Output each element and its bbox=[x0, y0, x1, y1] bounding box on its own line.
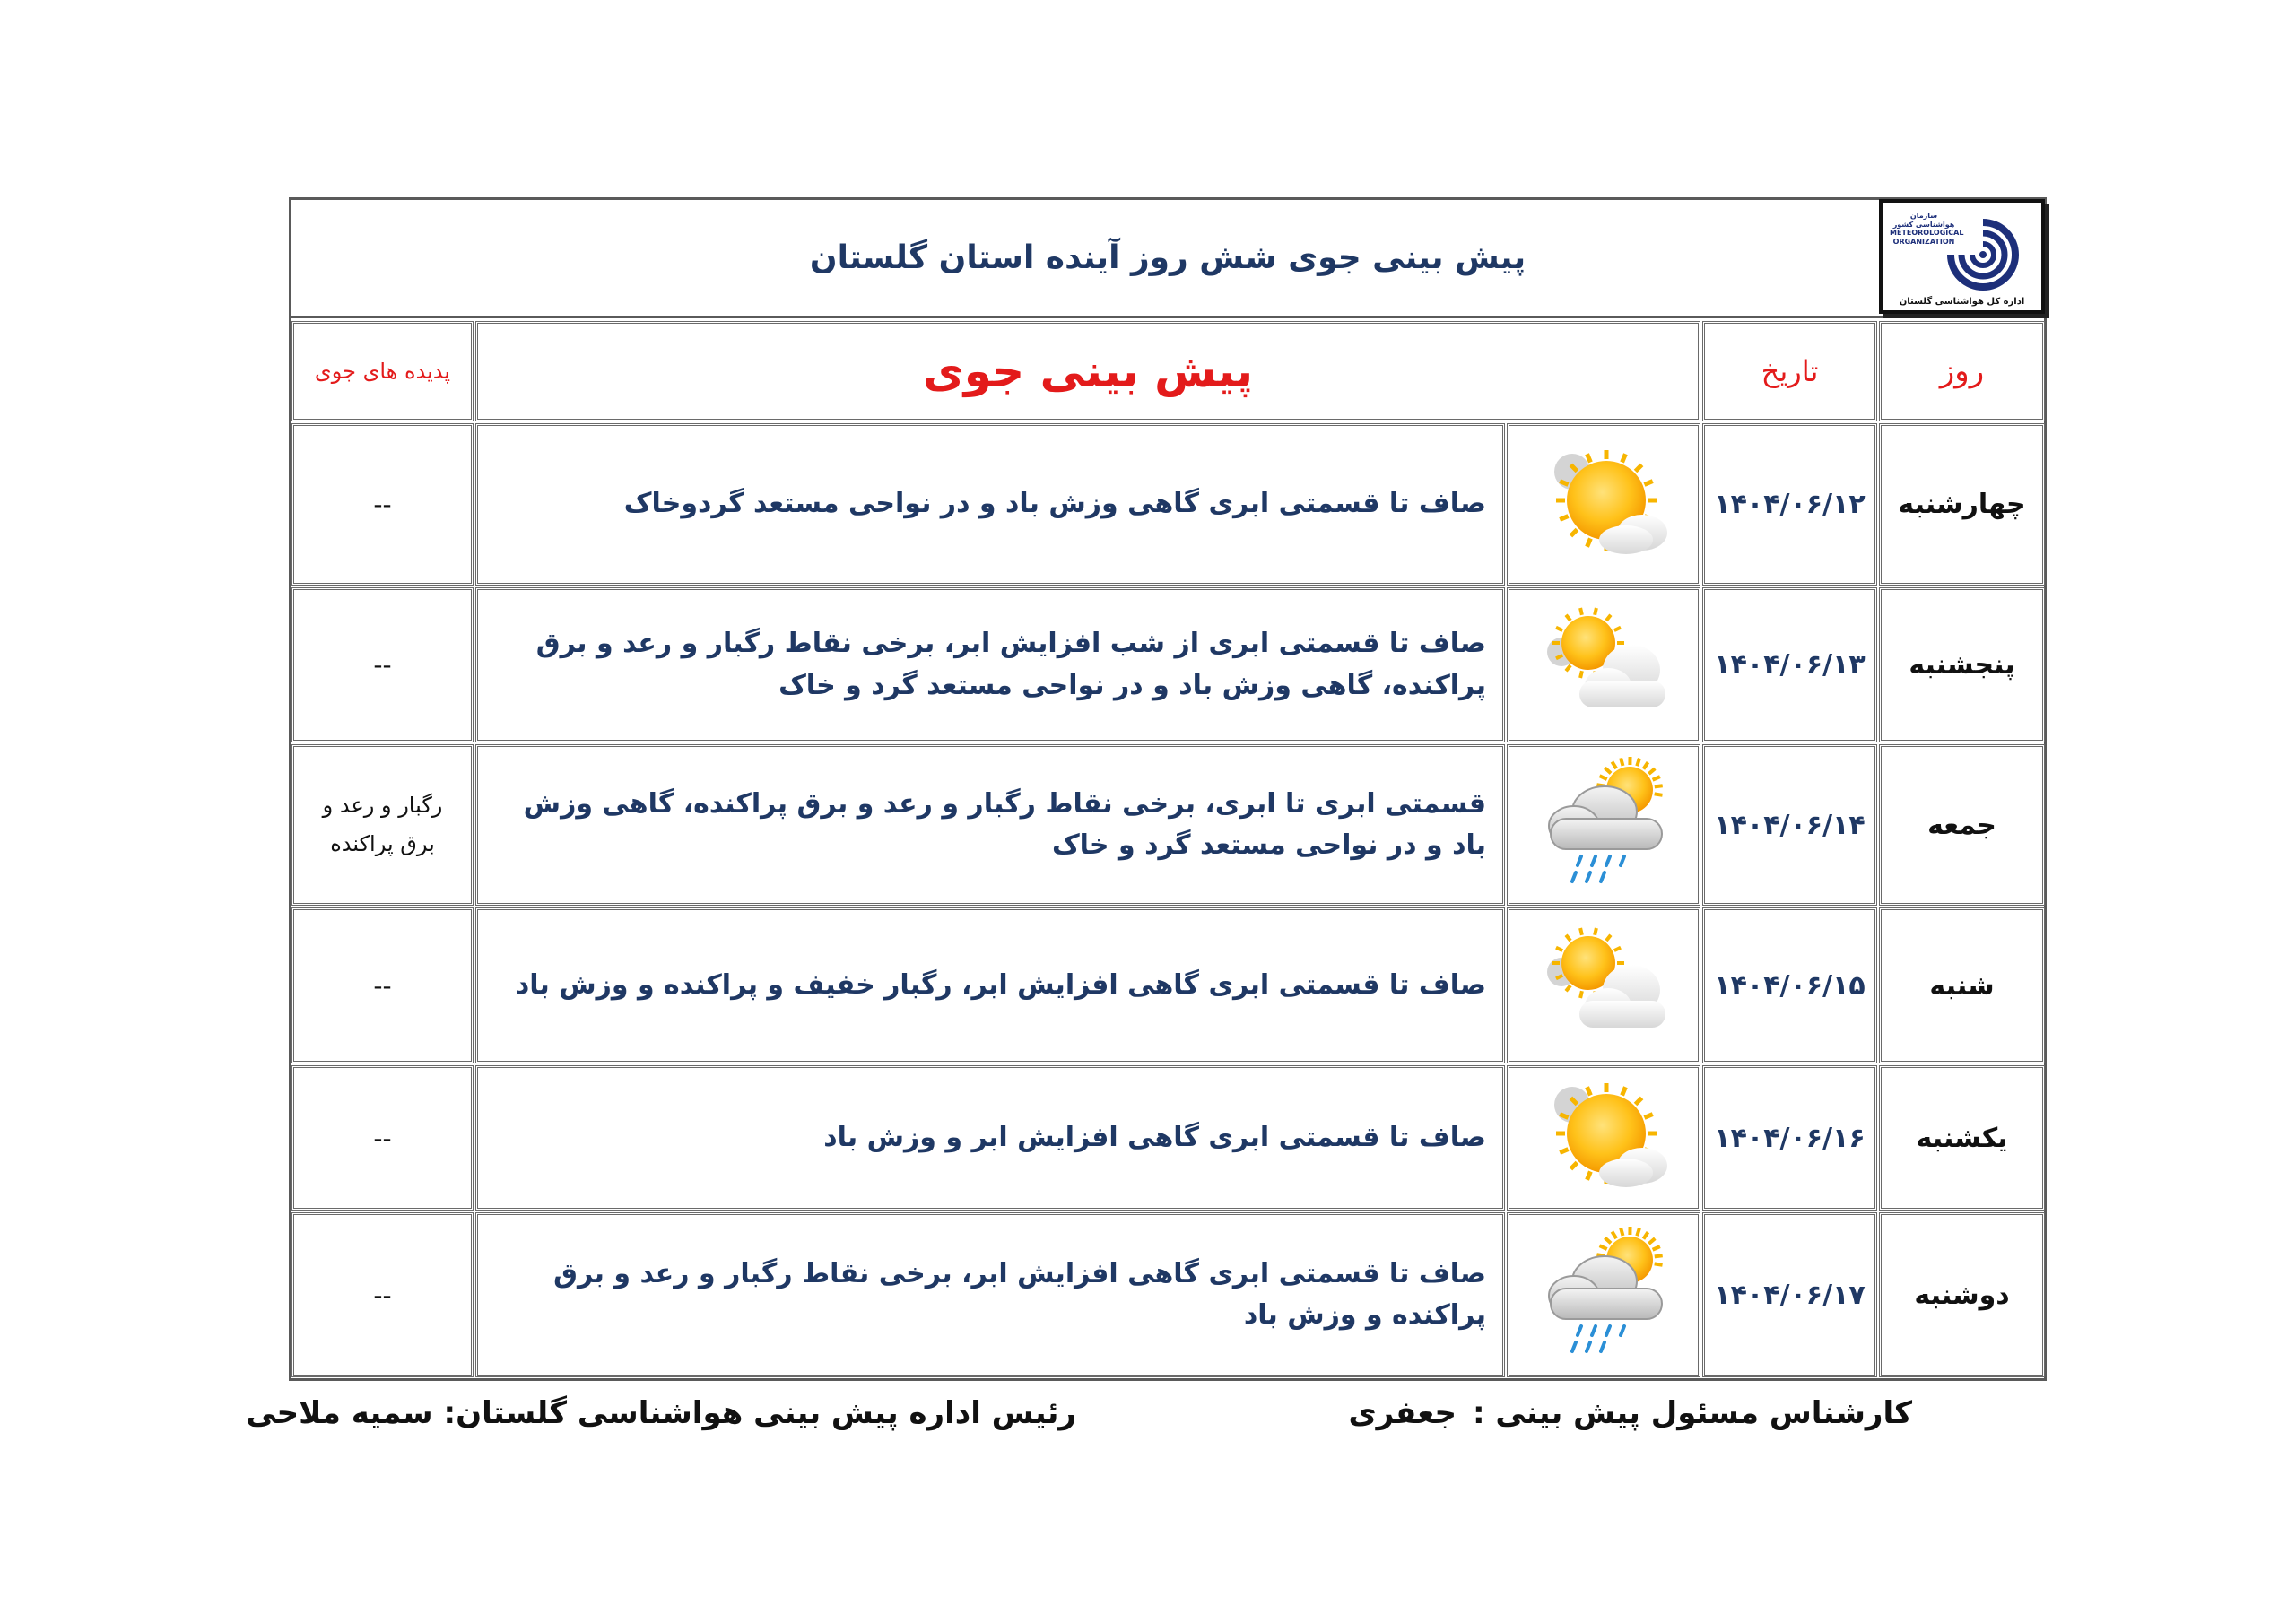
logo-fa-top: سازمان هواشناسی کشور bbox=[1892, 212, 1955, 229]
rain-cloud-sun-icon bbox=[1536, 756, 1671, 894]
row-phenomena: -- bbox=[291, 1065, 474, 1211]
row-day: یکشنبه bbox=[1879, 1065, 2045, 1211]
row-phenomena: -- bbox=[291, 1212, 474, 1377]
header-day: روز bbox=[1879, 321, 2045, 421]
organization-logo bbox=[1879, 199, 2045, 314]
row-day: شنبه bbox=[1879, 907, 2045, 1063]
row-day: چهارشنبه bbox=[1879, 423, 2045, 586]
row-icon-cell bbox=[1507, 1065, 1700, 1211]
row-forecast: صاف تا قسمتی ابری از شب افزایش ابر، برخی نقاط رگبار و رعد و برق پراکنده، گاهی وزش باد و در نواحی مستعد گرد و خاک bbox=[475, 587, 1505, 742]
footer-head bbox=[246, 1388, 1076, 1438]
row-day: پنجشنبه bbox=[1879, 587, 2045, 742]
sun-cloud-icon bbox=[1536, 1078, 1671, 1198]
logo-en-label: METEOROLOGICAL ORGANIZATION bbox=[1890, 229, 1964, 246]
row-day: دوشنبه bbox=[1879, 1212, 2045, 1377]
row-day: جمعه bbox=[1879, 744, 2045, 906]
row-forecast: صاف تا قسمتی ابری گاهی افزایش ابر، رگبار خفیف و پراکنده و وزش باد bbox=[475, 907, 1505, 1063]
expert-label: کارشناس مسئول پیش بینی : bbox=[1472, 1395, 1912, 1431]
logo-caption: اداره کل هواشناسی گلستان bbox=[1899, 297, 2025, 307]
row-date: ۱۴۰۴/۰۶/۱۷ bbox=[1702, 1212, 1877, 1377]
row-date: ۱۴۰۴/۰۶/۱۶ bbox=[1702, 1065, 1877, 1211]
row-icon-cell bbox=[1507, 907, 1700, 1063]
row-forecast: قسمتی ابری تا ابری، برخی نقاط رگبار و رعد و برق پراکنده، گاهی وزش باد و در نواحی مستعد گرد و خاک bbox=[475, 744, 1505, 906]
header-phenomena: پدیده های جوی bbox=[291, 321, 474, 421]
footer-expert bbox=[1348, 1388, 1912, 1438]
head-label: رئیس اداره پیش بینی هواشناسی گلستان: bbox=[443, 1395, 1076, 1431]
row-phenomena: رگبار و رعد و برق پراکنده bbox=[291, 744, 474, 906]
row-forecast: صاف تا قسمتی ابری گاهی وزش باد و در نواحی مستعد گردوخاک bbox=[475, 423, 1505, 586]
row-phenomena: -- bbox=[291, 587, 474, 742]
row-date: ۱۴۰۴/۰۶/۱۵ bbox=[1702, 907, 1877, 1063]
row-forecast: صاف تا قسمتی ابری گاهی افزایش ابر و وزش باد bbox=[475, 1065, 1505, 1211]
partly-cloudy-icon bbox=[1536, 925, 1671, 1046]
partly-cloudy-icon bbox=[1536, 605, 1671, 725]
row-icon-cell bbox=[1507, 1212, 1700, 1377]
row-icon-cell bbox=[1507, 744, 1700, 906]
head-name: سمیه ملاحی bbox=[246, 1395, 433, 1431]
row-icon-cell bbox=[1507, 587, 1700, 742]
sun-cloud-icon bbox=[1536, 445, 1671, 565]
row-phenomena: -- bbox=[291, 423, 474, 586]
row-phenomena: -- bbox=[291, 907, 474, 1063]
header-date: تاریخ bbox=[1702, 321, 1877, 421]
row-icon-cell bbox=[1507, 423, 1700, 586]
page-title: پیش بینی جوی شش روز آینده استان گلستان bbox=[809, 239, 1526, 276]
rain-cloud-sun-icon bbox=[1536, 1226, 1671, 1364]
header-forecast: پیش بینی جوی bbox=[475, 321, 1700, 421]
row-date: ۱۴۰۴/۰۶/۱۲ bbox=[1702, 423, 1877, 586]
row-forecast: صاف تا قسمتی ابری گاهی افزایش ابر، برخی نقاط رگبار و رعد و برق پراکنده و وزش باد bbox=[475, 1212, 1505, 1377]
row-date: ۱۴۰۴/۰۶/۱۴ bbox=[1702, 744, 1877, 906]
row-date: ۱۴۰۴/۰۶/۱۳ bbox=[1702, 587, 1877, 742]
expert-name: جعفری bbox=[1348, 1395, 1457, 1431]
